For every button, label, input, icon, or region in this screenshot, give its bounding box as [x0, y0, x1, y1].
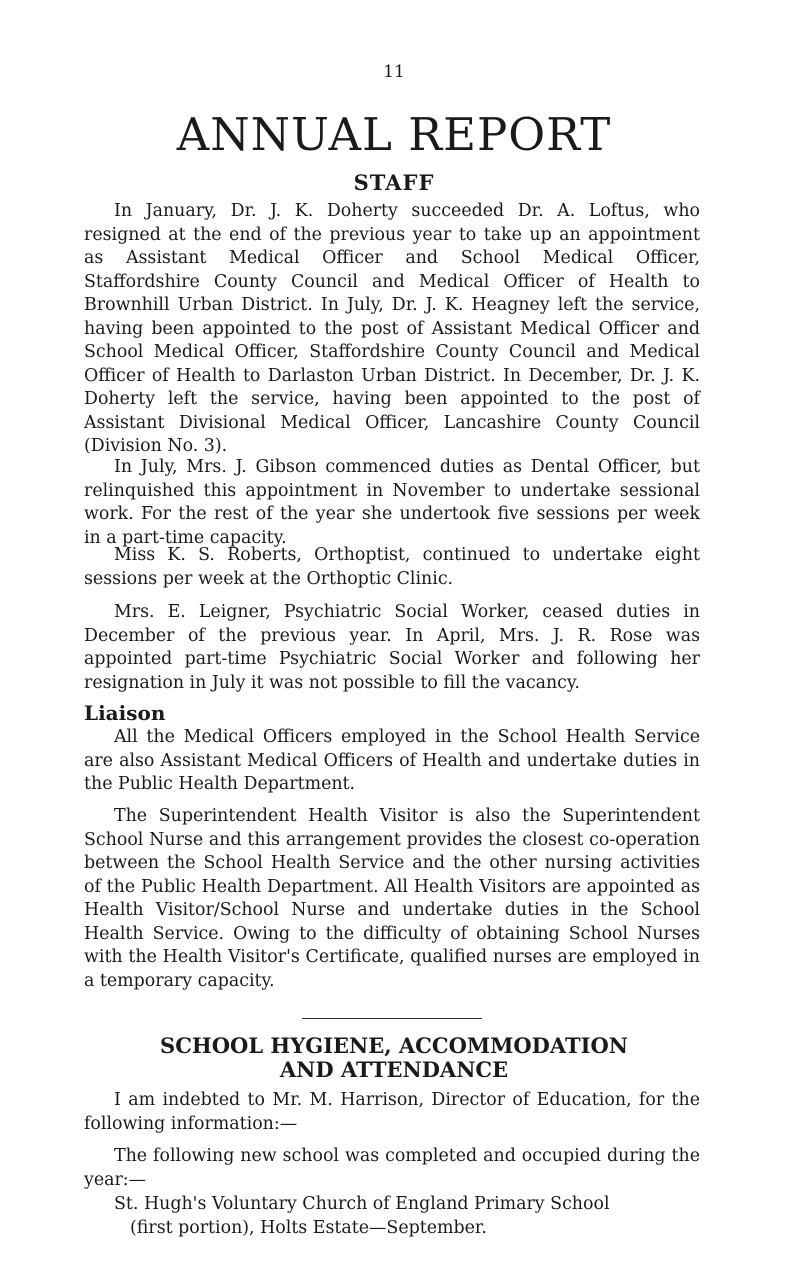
liaison-paragraph: All the Medical Officers employed in the School Health Service are also Assistant Medical Officers of Health and undertake duties in the Public Health Department. — [84, 727, 700, 794]
liaison-heading: Liaison — [84, 701, 166, 725]
school-item-line2: (first portion), Holts Estate—September. — [130, 1217, 487, 1238]
page-number: 11 — [383, 62, 405, 82]
school-list-item — [114, 1193, 700, 1240]
staff-paragraph: Mrs. E. Leigner, Psychiatric Social Worker, ceased duties in December of the previous year. In April, Mrs. J. R. Rose was appointed part-time Psychiatric Social Worker and following her resignation in July it was not possible to fill the vacancy. — [84, 602, 700, 693]
school-hygiene-heading — [84, 1034, 704, 1082]
staff-paragraph: Miss K. S. Roberts, Orthoptist, continued to undertake eight sessions per week at the Orthoptic Clinic. — [84, 545, 700, 589]
liaison-paragraph: The Superintendent Health Visitor is also the Superintendent School Nurse and this arrangement provides the closest co-operation between the School Health Service and the other nursing activities of the Public Health Department. All Health Visitors are appointed as Health Visitor/School Nurse and undertake duties in the School Health Service. Owing to the difficulty of obtaining School Nurses with the Health Visitor's Certificate, qualified nurses are employed in a temporary capacity. — [84, 806, 700, 991]
section-divider — [302, 1018, 482, 1019]
school-heading-line1: SCHOOL HYGIENE, ACCOMMODATION — [160, 1033, 628, 1058]
school-paragraph: The following new school was completed and occupied during the year:— — [84, 1146, 700, 1190]
school-paragraph: I am indebted to Mr. M. Harrison, Director of Education, for the following information:— — [84, 1090, 700, 1134]
report-title: ANNUAL REPORT — [176, 108, 612, 161]
staff-paragraph: In July, Mrs. J. Gibson commenced duties as Dental Officer, but relinquished this appointment in November to undertake sessional work. For the rest of the year she undertook five sessions per week in a part-time capacity. — [84, 457, 700, 548]
school-item-line1: St. Hugh's Voluntary Church of England Primary School — [114, 1194, 610, 1214]
staff-paragraph: In January, Dr. J. K. Doherty succeeded Dr. A. Loftus, who resigned at the end of the previous year to take up an appointment as Assistant Medical Officer and School Medical Officer, Staffordshire County Council and Medical Officer of Health to Brownhill Urban District. In July, Dr. J. K. Heagney left the service, having been appointed to the post of Assistant Medical Officer and School Medical Officer, Staffordshire County Council and Medical Officer of Health to Darlaston Urban District. In December, Dr. J. K. Doherty left the service, having been appointed to the post of Assistant Divisional Medical Officer, Lancashire County Council (Division No. 3). — [84, 201, 700, 456]
school-heading-line2: AND ATTENDANCE — [279, 1057, 509, 1082]
staff-heading: STAFF — [353, 170, 435, 195]
